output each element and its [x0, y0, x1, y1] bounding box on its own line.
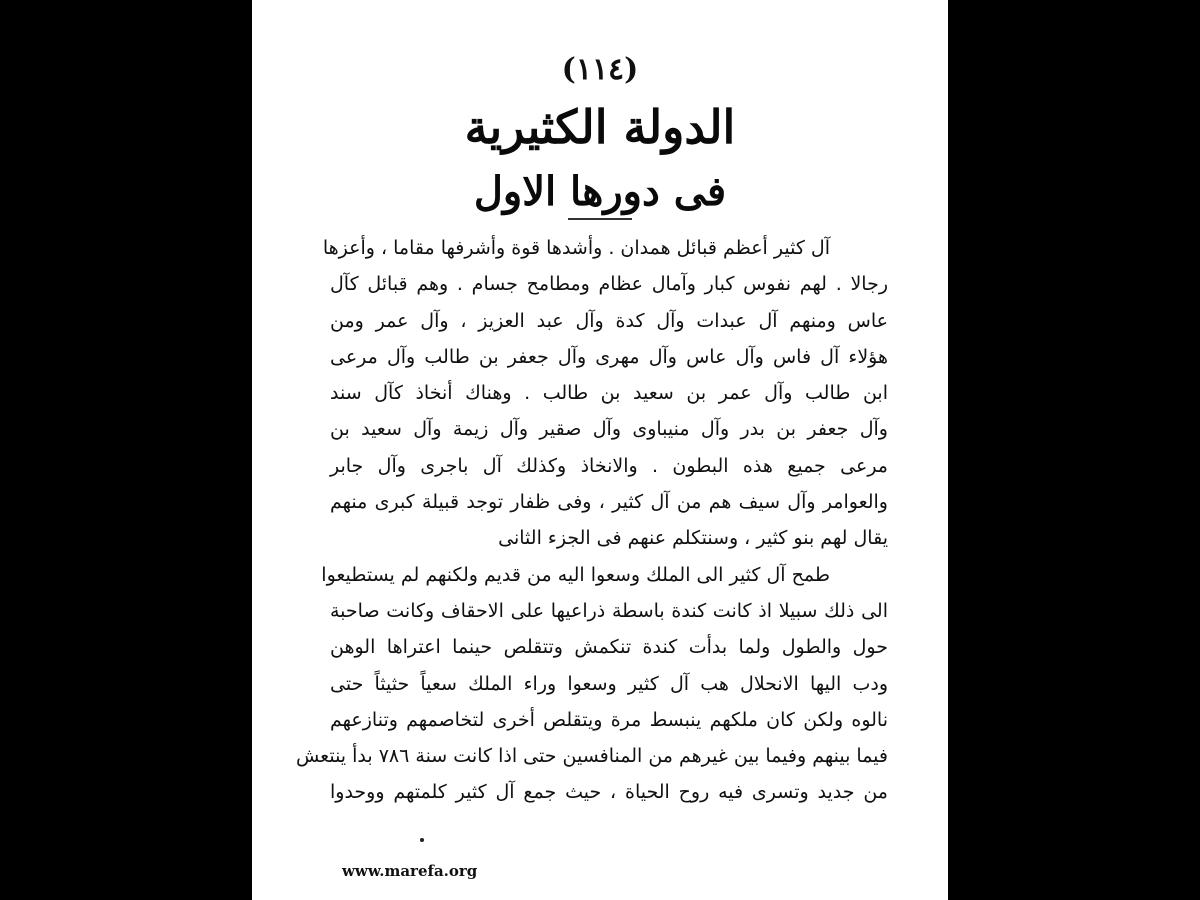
text-line: رجالا . لهم نفوس كبار وآمال عظام ومطامح جسام . وهم قبائل كآل — [330, 273, 888, 296]
text-line: نالوه ولكن كان ملكهم ينبسط مرة ويتقلص أخرى لتخاصمهم وتنازعهم — [330, 708, 888, 731]
body-text — [295, 230, 888, 811]
text-line: هؤلاء آل فاس وآل عاس وآل مهرى وآل جعفر بن طالب وآل مرعى — [330, 345, 888, 368]
text-line: من جديد وتسرى فيه روح الحياة ، حيث جمع آل كثير كلمتهم ووحدوا — [330, 781, 888, 804]
text-line: الى ذلك سبيلا اذ كانت كندة باسطة ذراعيها على الاحقاف وكانت صاحبة — [330, 599, 888, 622]
text-line: والعوامر وآل سيف هم من آل كثير ، وفى ظفار توجد قبيلة كبرى منهم — [330, 491, 888, 514]
chapter-title: الدولة الكثيرية — [464, 100, 736, 154]
chapter-subtitle: فى دورها الاول — [473, 168, 727, 215]
text-line: وآل جعفر بن بدر وآل منيباوى وآل صقير وآل زيمة وآل سعيد بن — [330, 418, 888, 441]
text-line: يقال لهم بنو كثير ، وسنتكلم عنهم فى الجزء الثانى — [498, 527, 888, 550]
text-line: ودب اليها الانحلال هب آل كثير وسعوا وراء الملك سعياً حثيثاً حتى — [330, 672, 888, 695]
title-divider — [568, 218, 632, 220]
text-line: حول والطول ولما بدأت كندة تنكمش وتتقلص حينما اعتراها الوهن — [330, 636, 888, 659]
site-watermark: www.marefa.org — [342, 862, 478, 880]
page-number: (١١٤) — [561, 52, 639, 87]
text-line: مرعى جميع هذه البطون . والانخاذ وكذلك آل باجرى وآل جابر — [330, 454, 888, 477]
text-line: فيما بينهم وفيما بين غيرهم من المنافسين حتى اذا كانت سنة ٧٨٦ بدأ ينتعش — [295, 745, 888, 768]
page-speck — [420, 838, 424, 842]
scanned-book-page — [252, 0, 948, 900]
text-line: عاس ومنهم آل عبدات وآل كدة وآل عبد العزيز ، وآل عمر ومن — [330, 309, 888, 332]
text-line: ابن طالب وآل عمر بن سعيد بن طالب . وهناك أنخاذ كآل سند — [330, 382, 888, 405]
text-line: طمح آل كثير الى الملك وسعوا اليه من قديم ولكنهم لم يستطيعوا — [321, 563, 830, 586]
text-line: آل كثير أعظم قبائل همدان . وأشدها قوة وأشرفها مقاما ، وأعزها — [322, 237, 830, 259]
